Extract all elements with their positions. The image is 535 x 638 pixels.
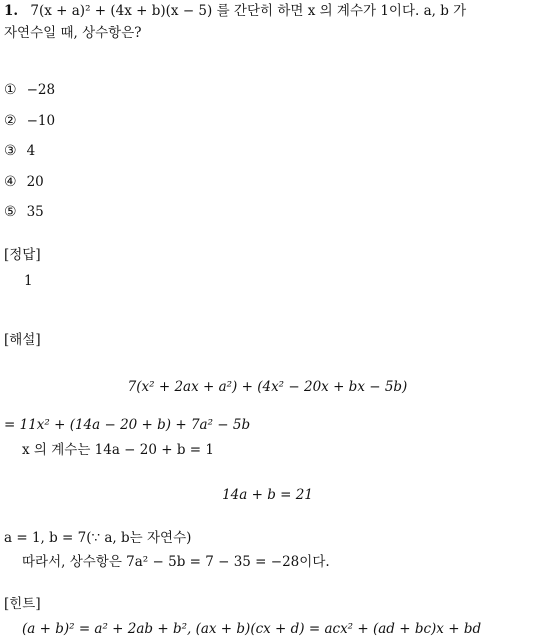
choice-marker: ④: [4, 174, 17, 190]
choice-1[interactable]: [4, 82, 55, 98]
explanation-equation-4: 14a + b = 21: [222, 487, 313, 503]
question-line-1: [4, 2, 466, 20]
explanation-equation-5: a = 1, b = 7(∵ a, b는 자연수): [4, 530, 192, 546]
choice-3[interactable]: [4, 143, 35, 159]
choice-value: 4: [26, 143, 36, 159]
choice-marker: ⑤: [4, 204, 17, 220]
explanation-equation-1: 7(x² + 2ax + a²) + (4x² − 20x + bx − 5b): [127, 379, 408, 395]
explanation-equation-2: = 11x² + (14a − 20 + b) + 7a² − 5b: [4, 417, 251, 433]
explanation-equation-3: x 의 계수는 14a − 20 + b = 1: [22, 442, 214, 458]
question-text-line-1: 7(x + a)² + (4x + b)(x − 5) 를 간단히 하면 x 의 계수가 1이다. a, b 가: [30, 3, 467, 19]
explanation-equation-6: 따라서, 상수항은 7a² − 5b = 7 − 35 = −28이다.: [22, 554, 330, 570]
choice-5[interactable]: [4, 204, 44, 220]
question-number: 1.: [4, 3, 19, 19]
choice-value: 20: [26, 174, 44, 190]
question-line-2: 자연수일 때, 상수항은?: [4, 25, 142, 41]
hint-formula: (a + b)² = a² + 2ab + b², (ax + b)(cx + d) = acx² + (ad + bc)x + bd: [22, 621, 482, 637]
choice-2[interactable]: [4, 113, 55, 129]
hint-label: [힌트]: [4, 596, 41, 612]
choice-value: 35: [26, 204, 44, 220]
answer-label: [정답]: [4, 247, 41, 263]
choice-4[interactable]: [4, 174, 44, 190]
choice-marker: ③: [4, 143, 17, 159]
choice-value: −28: [26, 82, 56, 98]
choice-marker: ①: [4, 82, 17, 98]
choice-value: −10: [26, 113, 56, 129]
explanation-label: [해설]: [4, 332, 41, 348]
choice-marker: ②: [4, 113, 17, 129]
answer-value: 1: [24, 273, 33, 289]
